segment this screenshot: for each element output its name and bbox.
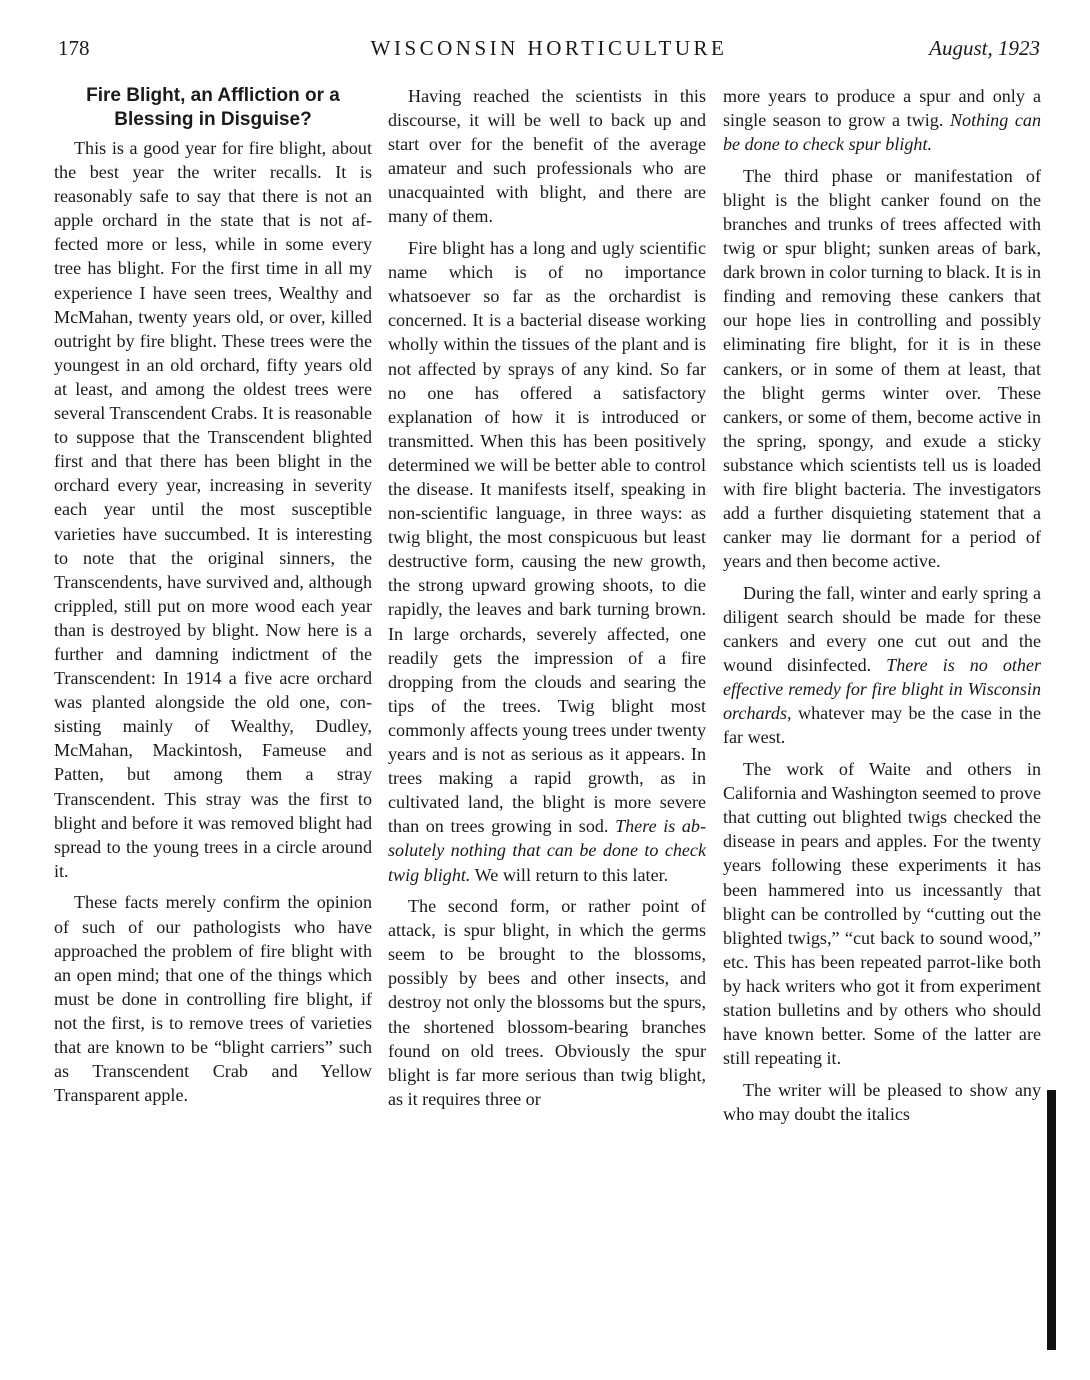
paragraph: [723, 84, 1041, 156]
paragraph: These facts merely confirm the opinion of such of our pathologists who have approached the problem of fire blight with an open mind; that one of the things which must be done in controlling fire blight, if not the first, is to remove trees of varieties that are known to be “blight carriers” such as Transcendent Crab and Yellow Transparent apple.: [54, 892, 372, 1106]
paragraph: The second form, or rather point of attack, is spur blight, in which the germs seem to be brought to the blossoms, possibly by bees and other insects, and destroy not only the blossoms but the spurs, the shortened blossom-bearing branches found on old trees. Obviously the spur blight is far more serious than twig blight, as it requires three or: [388, 896, 706, 1109]
paragraph-text: more years to produce a spur and only a single season to grow a twig.: [723, 86, 1041, 131]
text-column-2: [388, 84, 706, 1118]
paragraph: This is a good year for fire blight, about the best year the writer recalls. It is reasonably safe to say that there is not an apple orchard in the state that is not affected more or less, while in some every tree has blight. For the first time in all my experience I have seen trees, Wealthy and McMahan, twenty years old, or over, killed outright by fire blight. These trees were the youngest in an old orchard, fifty years old at least, and among the oldest trees were several Transcendent Crabs. It is reasonable to suppose that the Transcendent blighted first and that there has been blight in the orchard every year, increasing in severity each year until the most susceptible varieties have succumbed. It is interesting to note that the original sinners, the Transcendents, have survived and, although crippled, still put on more wood each year than is destroyed by blight. Now here is a further and damning indictment of the Transcendent: In 1914 a five acre orchard was planted alongside the old one, consisting mainly of Wealthy, Dudley, McMahan, Mackintosh, Fameuse and Patten, but among them a stray Transcendent. This stray was the first to blight and before it was removed blight had spread to the young trees in a circle around it.: [54, 138, 372, 881]
paragraph-text: During the fall, winter and early spring a diligent search should be made for these cankers and every one cut out and the wound disinfected.: [723, 582, 1041, 676]
italic-emphasis: There is absolutely nothing that can be done to check twig blight.: [388, 816, 706, 885]
article-title: Fire Blight, an Affliction or a Blessing in Disguise?: [86, 85, 340, 130]
paragraph: The third phase or manifestation of blight is the blight canker found on the branches and trunks of trees affected with twig or spur blight; sunken areas of bark, dark brown in color turning to black. It is in finding and removing these cankers that our hope lies in controlling and possibly eliminating fire blight, for it is in these cankers, or in some of them at least, that the blight germs winter over. These cankers, or some of them, become active in the spring, spongy, and exude a sticky substance which scientists tell us is loaded with fire blight bacteria. The investigators add a further disquieting statement that a canker may lie dormant for a period of years and then become active.: [723, 165, 1041, 572]
paragraph: [723, 581, 1041, 750]
paragraph-text: We will return to this later.: [474, 864, 669, 885]
scan-edge-mark: [1047, 1090, 1056, 1350]
page-header: [58, 36, 1040, 66]
paragraph-text: whatever may be the case in the far west.: [723, 703, 1042, 748]
paragraph: [388, 236, 706, 887]
text-column-1: [54, 84, 372, 1115]
text-column-3: [723, 84, 1041, 1133]
paragraph-text: Fire blight has a long and ugly scientific name which is of no importance whatsoever so far as the orchardist is concerned. It is a bacterial disease working wholly within the tissues of the plant and is not affected by sprays of any kind. So far no one has offered a satisfactory explanation of how it is introduced or transmitted. When this has been positively determined we will be better able to control the disease. It manifests itself, speaking in non-scientific language, in three ways: as twig blight, the most conspicuous but least destructive form, causing the new growth, the strong upward growing shoots, to die rapidly, the leaves and bark turning brown. In large orchards, severely affected, one readily gets the impression of a fire dropping from the clouds and searing the tips of the trees. Twig blight most commonly affects young trees under twenty years and is not as serious as it appears. In trees making a rapid growth, as in cultivated land, the blight is more severe than on trees growing in sod.: [388, 238, 706, 837]
paragraph: Having reached the scientists in this discourse, it will be well to back up and start over for the benefit of the average amateur and such professionals who are unacquainted with blight, and there are many of them.: [388, 86, 706, 227]
issue-date: August, 1923: [929, 36, 1040, 60]
paragraph: The work of Waite and others in California and Washington seemed to prove that cutting out blighted twigs checked the disease in pears and apples. For the twenty years following these experiments it has been hammered into us incessantly that blight can be controlled by “cutting out the blighted twigs,” “cut back to sound wood,” etc. This has been repeated parrot-like both by hack writers who got it from experiment station bulletins and by others who should have known better. Some of the latter are still repeating it.: [723, 759, 1041, 1069]
paragraph: The writer will be pleased to show any who may doubt the italics: [723, 1079, 1041, 1124]
italic-emphasis: Nothing can be done to check spur blight.: [723, 110, 1041, 155]
page-number: 178: [58, 36, 90, 60]
journal-title: WISCONSIN HORTICULTURE: [370, 36, 728, 60]
italic-emphasis: There is no other effective remedy for fire blight in Wisconsin orchards,: [723, 655, 1042, 724]
